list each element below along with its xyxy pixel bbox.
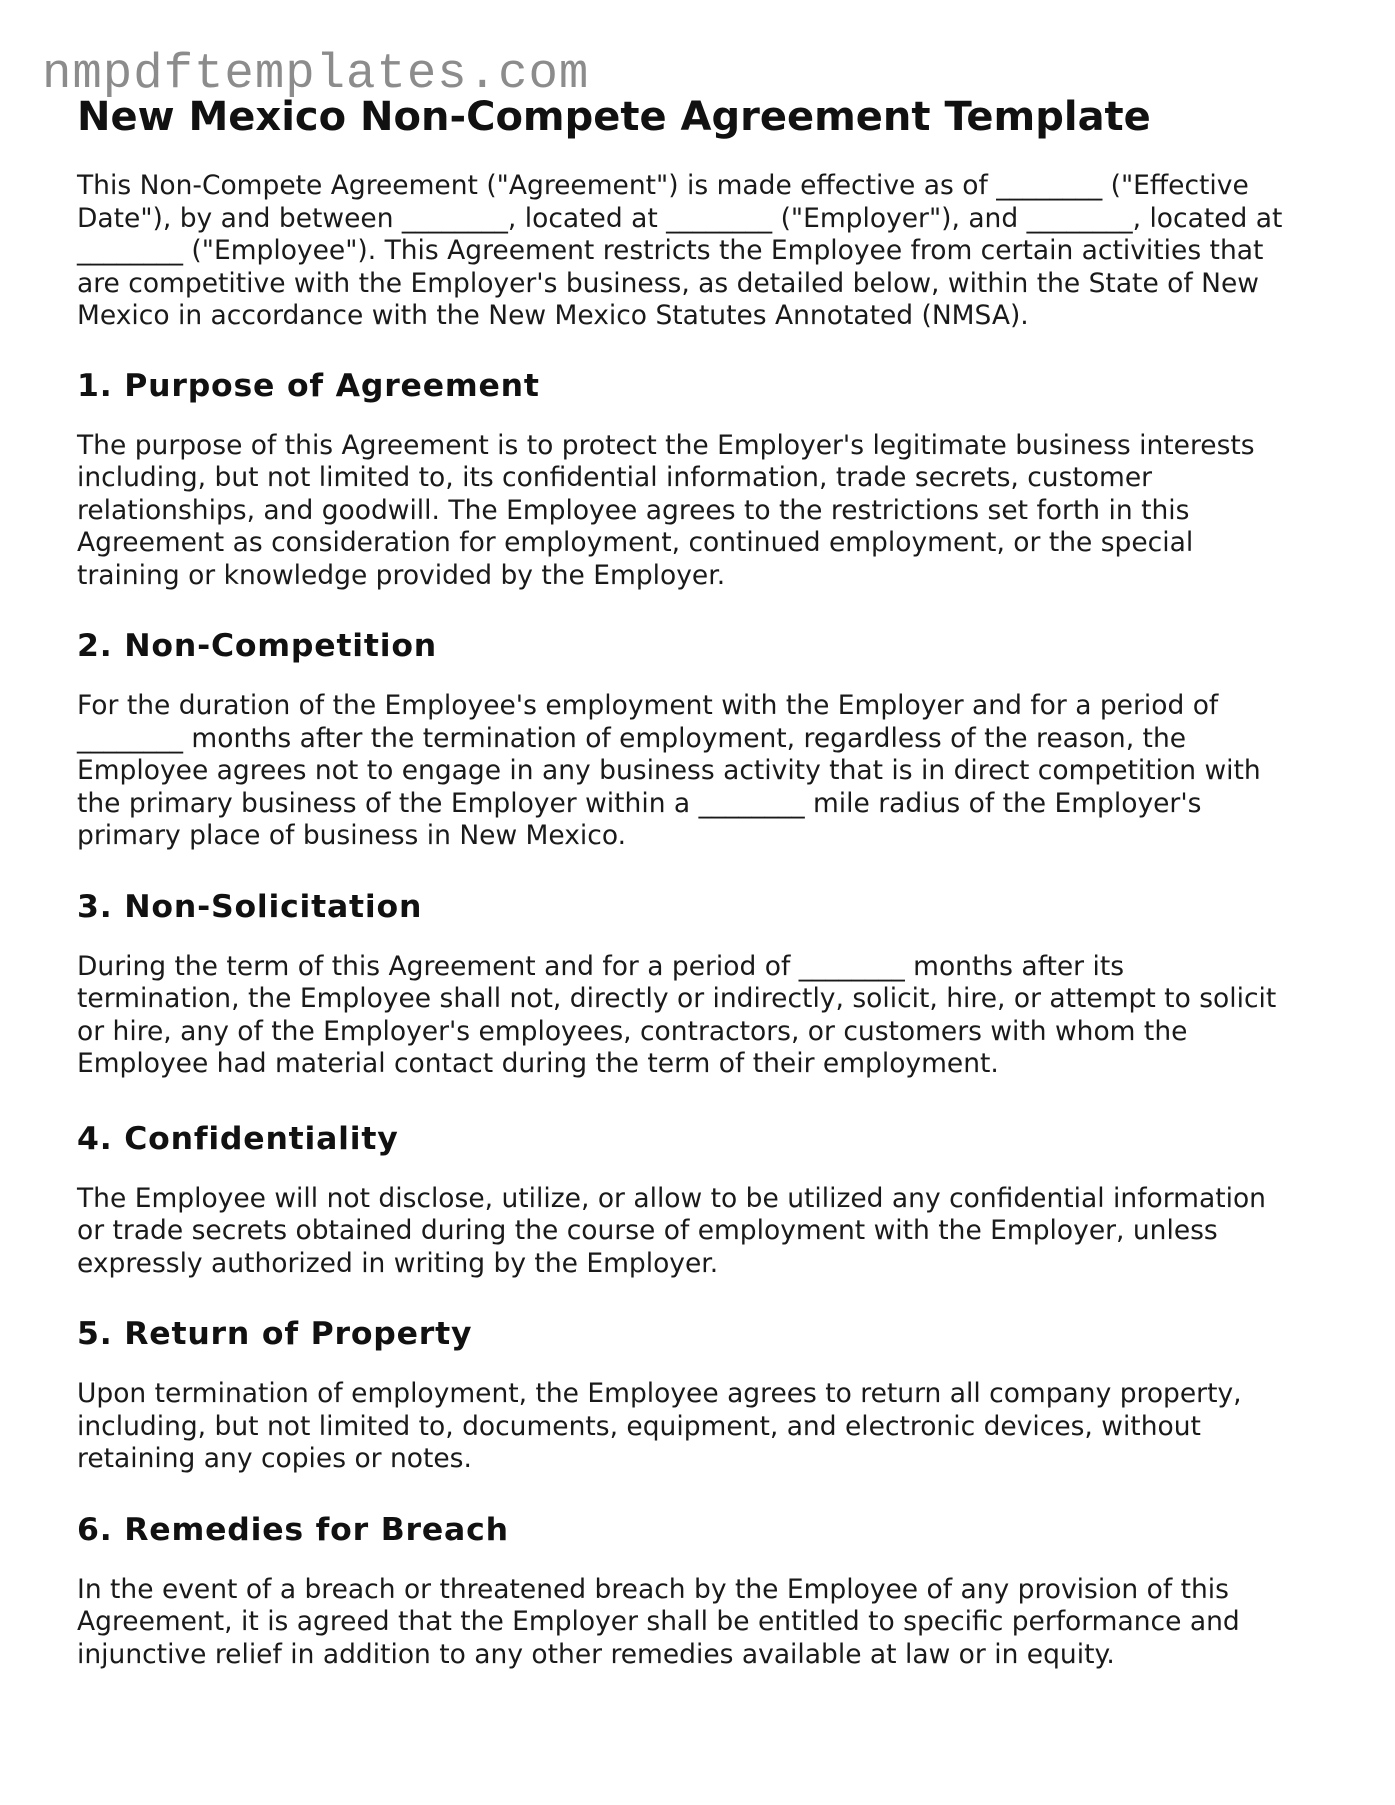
section-confidentiality [77,1119,1337,1281]
document-title: New Mexico Non-Compete Agreement Template [77,94,1151,140]
section-body: In the event of a breach or threatened breach by the Employee of any provision of this Agreement, it is agreed that the Employer shall be entitled to specific performance and injunctive relief in addition to any other remedies available at law or in equity. [77,1573,1240,1670]
section-heading: 1. Purpose of Agreement [77,367,540,404]
section-heading: 6. Remedies for Breach [77,1511,509,1548]
section-body: The Employee will not disclose, utilize, or allow to be utilized any confidential information or trade secrets obtained during the course of employment with the Employer, unless expressly authorized in writing by the Employer. [77,1182,1266,1279]
section-non-solicitation [77,887,1337,1081]
section-remedies [77,1510,1337,1672]
section-heading: 4. Confidentiality [77,1120,399,1157]
section-heading: 2. Non-Competition [77,628,438,664]
section-body: Upon termination of employment, the Employee agrees to return all company property, including, but not limited to, documents, equipment, and electronic devices, without retaining any copies or notes. [77,1378,1242,1474]
section-body: During the term of this Agreement and for a period of ________ months after its termination, the Employee shall not, directly or indirectly, solicit, hire, or attempt to solicit or hire, any of the Employer's employees, contractors, or customers with whom the Employee had material contact during the term of their employment. [77,950,1277,1079]
intro-paragraph: This Non-Compete Agreement ("Agreement") is made effective as of ________ ("Effective Date"), by and between ________, located at ________ ("Employer"), and ________, located at ________ ("Employee"). This Agreement restricts the Employee from certain activities that are competitive with the Employer's business, as detailed below, within the State of New Mexico in accordance with the New Mexico Statutes Annotated (NMSA). [77,170,1283,331]
section-body: The purpose of this Agreement is to protect the Employer's legitimate business interests including, but not limited to, its confidential information, trade secrets, customer relationships, and goodwill. The Employee agrees to the restrictions set forth in this Agreement as consideration for employment, continued employment, or the special training or knowledge provided by the Employer. [77,429,1255,591]
section-return-of-property [77,1314,1337,1476]
section-heading: 3. Non-Solicitation [77,888,423,925]
section-purpose [77,366,1337,593]
section-heading: 5. Return of Property [77,1316,473,1352]
document-page [77,92,1337,1671]
section-non-competition [77,626,1337,853]
site-watermark: nmpdftemplates.com [42,46,590,102]
section-body: For the duration of the Employee's employment with the Employer and for a period of ________ months after the termination of employment, regardless of the reason, the Employee agrees not to engage in any business activity that is in direct competition with the primary business of the Employer within a ________ mile radius of the Employer's primary place of business in New Mexico. [77,690,1261,851]
